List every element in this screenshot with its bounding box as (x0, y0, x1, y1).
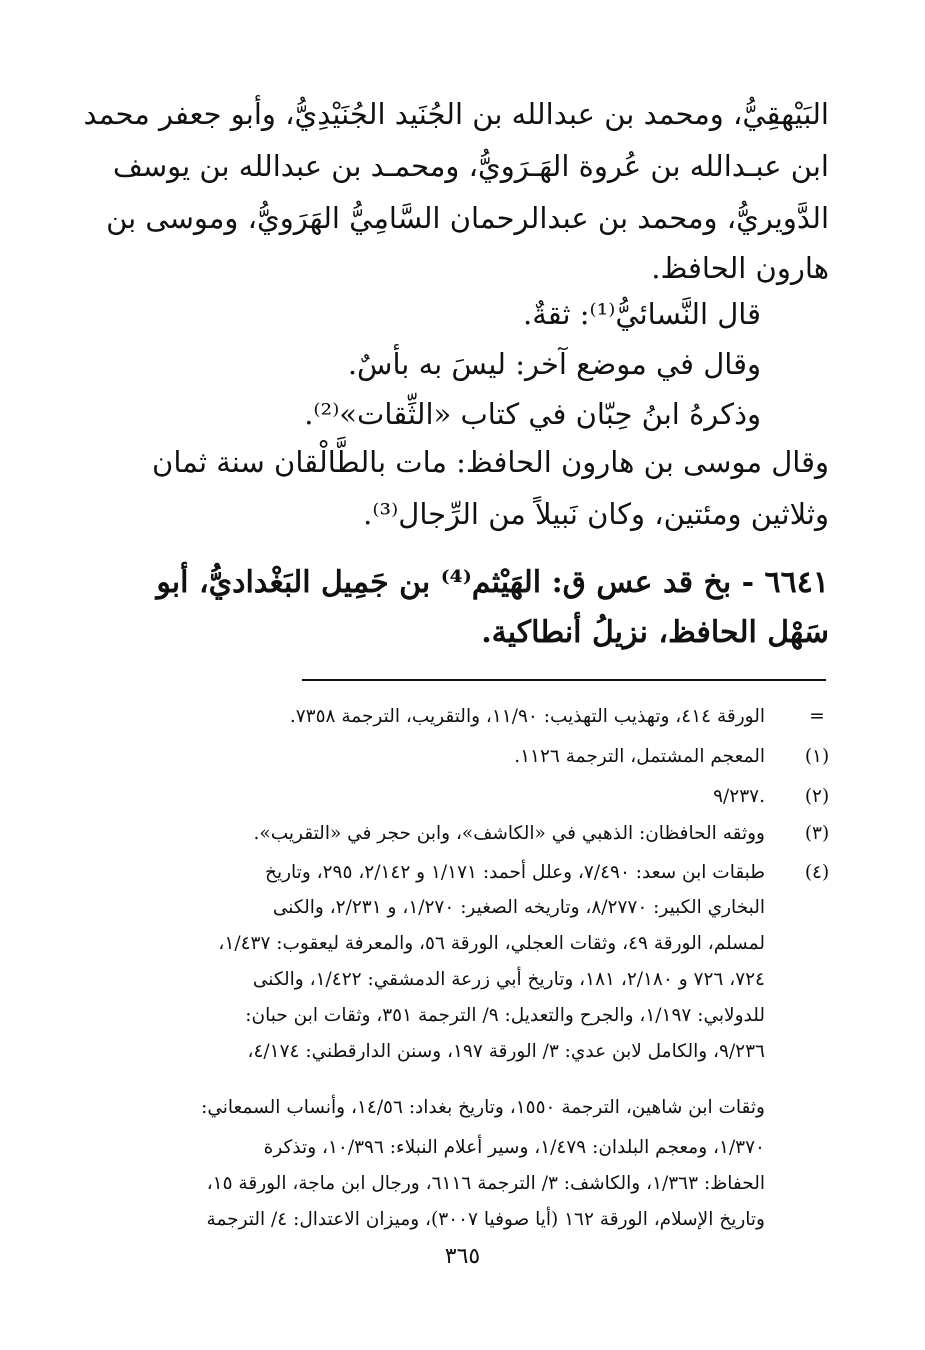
footnote-line: ووثقه الحافظان: الذهبي في «الكاشف»، وابن حجر في «التقريب». (253, 823, 765, 844)
footnote-line: المعجم المشتمل، الترجمة ١١٢٦. (514, 746, 765, 767)
footnote-marker: (٣) (804, 823, 830, 844)
footnote-line: ٩/٢٣٧. (713, 786, 765, 807)
footnote-line: وتاريخ الإسلام، الورقة ١٦٢ (أيا صوفيا ٣٠٠٧)، وميزان الاعتدال: ٤/ الترجمة (206, 1209, 765, 1230)
entry-heading-line: سَهْل الحافظ، نزيلُ أنطاكية. (481, 615, 829, 650)
footnote-marker: (٢) (804, 786, 830, 807)
body-line: الدَّويريُّ، ومحمد بن عبدالرحمان السَّامِيُّ الهَرَويُّ، وموسى بن (106, 201, 829, 235)
body-line: وقال موسى بن هارون الحافظ: مات بالطَّالْقان سنة ثمان (152, 445, 829, 479)
footnote-marker: = (809, 706, 825, 727)
footnote-line: لمسلم، الورقة ٤٩، وثقات العجلي، الورقة ٥٦، والمعرفة ليعقوب: ١/٤٣٧، (218, 933, 765, 954)
body-line: البَيْهقِيُّ، ومحمد بن عبدالله بن الجُنَيد الجُنَيْدِيُّ، وأبو جعفر محمد (83, 97, 829, 131)
body-line: وثلاثين ومئتين، وكان نَبيلاً من الرِّجال⁽³⁾. (363, 497, 829, 531)
footnote-line: طبقات ابن سعد: ٧/٤٩٠، وعلل أحمد: ١/١٧١ و ٢/١٤٢، ٢٩٥، وتاريخ (265, 862, 765, 883)
footnote-line: للدولابي: ١/١٩٧، والجرح والتعديل: ٩/ الترجمة ٣٥١، وثقات ابن حبان: (245, 1005, 765, 1026)
footnote-marker: (٤) (804, 862, 830, 883)
footnote-line: ٩/٢٣٦، والكامل لابن عدي: ٣/ الورقة ١٩٧، وسنن الدارقطني: ٤/١٧٤، (247, 1041, 765, 1062)
footnote-marker: (١) (804, 746, 830, 767)
body-line: قال النَّسائيُّ⁽¹⁾: ثقةٌ. (523, 297, 761, 331)
body-line: وقال في موضع آخر: ليسَ به بأسٌ. (347, 347, 761, 381)
page-number: ٣٦٥ (444, 1244, 481, 1269)
body-line: وذكرهُ ابنُ حِبّان في كتاب «الثِّقات»⁽²⁾. (304, 397, 761, 431)
footnote-separator (302, 679, 826, 681)
footnote-line: ٧٢٤، ٧٢٦ و ٢/١٨٠، ١٨١، وتاريخ أبي زرعة الدمشقي: ١/٤٢٢، والكنى (252, 969, 765, 990)
body-line: هارون الحافظ. (651, 251, 829, 285)
footnote-line: الورقة ٤١٤، وتهذيب التهذيب: ١١/٩٠، والتقريب، الترجمة ٧٣٥٨. (289, 706, 765, 727)
body-line: ابن عبـدالله بن عُروة الهَـرَويُّ، ومحمـد بن عبدالله بن يوسف (112, 149, 829, 183)
footnote-line: ١/٣٧٠، ومعجم البلدان: ١/٤٧٩، وسير أعلام النبلاء: ١٠/٣٩٦، وتذكرة (263, 1137, 765, 1158)
footnote-line: الحفاظ: ١/٣٦٣، والكاشف: ٣/ الترجمة ٦١١٦، ورجال ابن ماجة، الورقة ١٥، (206, 1173, 765, 1194)
entry-heading-line: ٦٦٤١ - بخ قد عس ق: الهَيْثم⁽⁴⁾ بن جَمِيل البَغْداديُّ، أبو (156, 565, 829, 600)
footnote-line: البخاري الكبير: ٨/٢٧٧٠، وتاريخه الصغير: ١/٢٧٠، و ٢/٢٣١، والكنى (272, 897, 765, 918)
footnote-line: وثقات ابن شاهين، الترجمة ١٥٥٠، وتاريخ بغداد: ١٤/٥٦، وأنساب السمعاني: (201, 1097, 765, 1118)
